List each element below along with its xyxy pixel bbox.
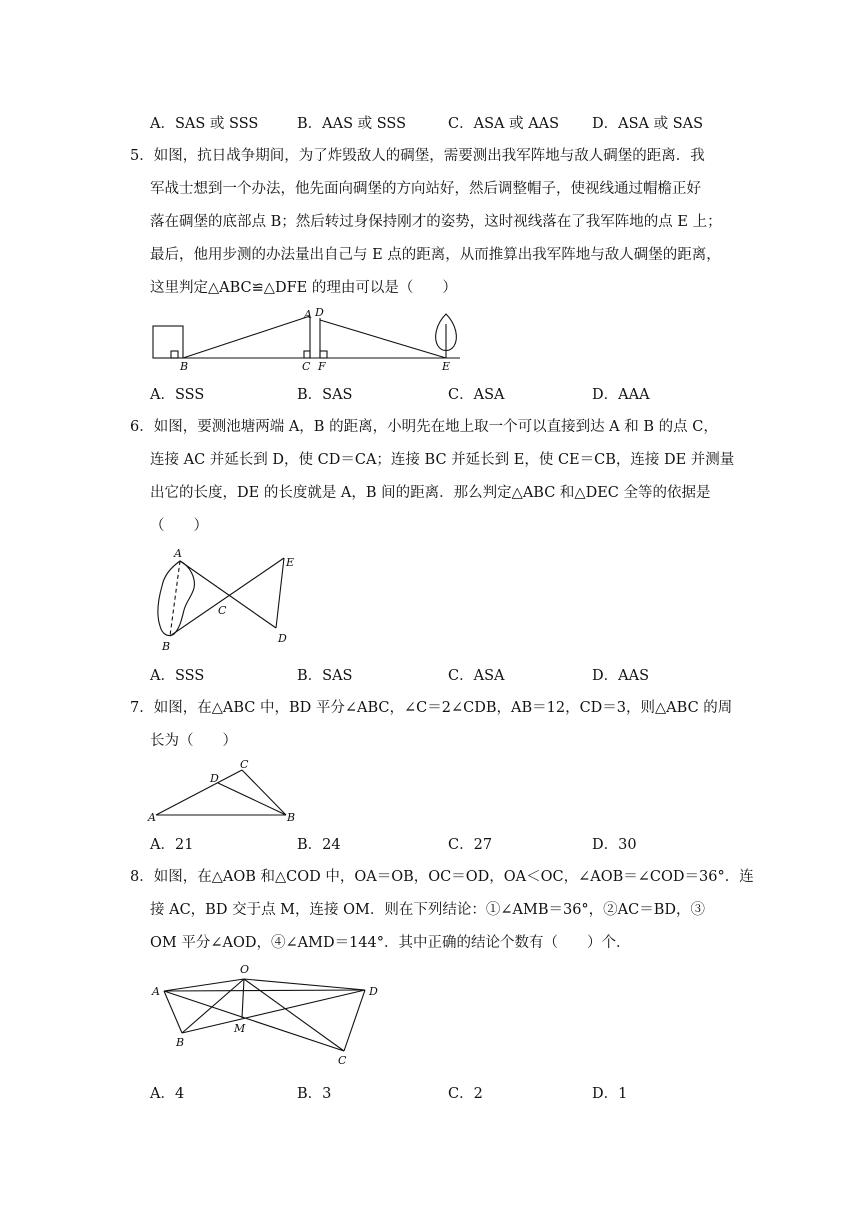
q5-sightline-ab: [183, 316, 310, 358]
q7-option-c[interactable]: C．27: [448, 837, 493, 853]
q5-right-angle-c: [304, 351, 310, 358]
q6-label-c: C: [218, 604, 227, 617]
q5-line-2: 军战士想到一个办法，他先面向碉堡的方向站好，然后调整帽子，使视线通过帽檐正好: [150, 181, 701, 197]
q7-label-c: C: [240, 758, 249, 771]
q7-option-d[interactable]: D．30: [592, 837, 637, 853]
q6-stem: [130, 411, 740, 543]
q5-right-angle-f: [320, 351, 327, 358]
q8-line-1: 8．如图，在△AOB 和△COD 中，OA＝OB，OC＝OD，OA＜OC，∠AOB＝∠COD＝36°．连: [130, 869, 754, 885]
q7-label-b: B: [287, 811, 296, 824]
q7-stem: [130, 692, 740, 758]
q6-segment-ed: [276, 558, 284, 628]
q6-options: [150, 664, 770, 686]
q8-option-b[interactable]: B．3: [297, 1086, 332, 1102]
q6-line-4: （ ）: [150, 518, 208, 534]
q8-stem: [130, 861, 754, 960]
q6-label-b: B: [162, 640, 171, 653]
q6-pond: [158, 561, 195, 636]
q6-option-a[interactable]: A．SSS: [150, 668, 205, 684]
q8-figure: [146, 962, 396, 1072]
q6-line-3: 出它的长度，DE 的长度就是 A，B 间的距离．那么判定△ABC 和△DEC 全等的依据是: [150, 485, 711, 501]
q7-segment-ac: [156, 770, 242, 815]
q4-option-c[interactable]: C．ASA 或 AAS: [448, 116, 560, 132]
q5-sightline-de: [320, 320, 446, 358]
q8-label-o: O: [240, 963, 250, 976]
q8-label-d: D: [369, 985, 378, 998]
q8-segment-ac: [164, 991, 344, 1051]
q5-option-a[interactable]: A．SSS: [150, 387, 205, 403]
q8-segment-ad: [164, 990, 365, 991]
q7-line-2: 长为（ ）: [150, 733, 237, 749]
q7-label-a: A: [148, 811, 156, 824]
q4-options: [150, 112, 770, 134]
q6-figure: [148, 544, 318, 656]
q4-option-d[interactable]: D．ASA 或 SAS: [592, 116, 704, 132]
q7-options: [150, 833, 770, 855]
q5-line-4: 最后，他用步测的办法量出自己与 E 点的距离，从而推算出我军阵地与敌人碉堡的距离，: [150, 247, 721, 263]
q5-option-b[interactable]: B．SAS: [297, 387, 353, 403]
q6-segment-ad: [180, 561, 276, 628]
q7-segment-db: [218, 783, 286, 815]
q8-label-b: B: [176, 1036, 185, 1049]
q6-line-2: 连接 AC 并延长到 D，使 CD＝CA；连接 BC 并延长到 E，使 CE＝CB，连接 DE 并测量: [150, 452, 735, 468]
q8-options: [150, 1082, 770, 1104]
q5-option-c[interactable]: C．ASA: [448, 387, 505, 403]
q5-right-angle-b: [171, 351, 178, 358]
q8-segment-ab: [164, 991, 182, 1033]
q7-figure: [148, 758, 308, 824]
q8-option-c[interactable]: C．2: [448, 1086, 483, 1102]
q5-label-f: F: [318, 360, 326, 373]
q6-option-c[interactable]: C．ASA: [448, 668, 505, 684]
q8-option-d[interactable]: D．1: [592, 1086, 628, 1102]
q5-figure: [146, 306, 476, 372]
q6-dashed-ab: [170, 561, 180, 636]
q7-segment-cb: [242, 770, 286, 815]
q8-segment-dc: [344, 990, 365, 1051]
q7-line-1: 7．如图，在△ABC 中，BD 平分∠ABC，∠C＝2∠CDB，AB＝12，CD＝3，则△ABC 的周: [130, 700, 733, 716]
q5-label-b: B: [180, 360, 189, 373]
q7-option-b[interactable]: B．24: [297, 837, 341, 853]
q8-line-3: OM 平分∠AOD，④∠AMD＝144°．其中正确的结论个数有（ ）个．: [150, 935, 631, 951]
q6-option-b[interactable]: B．SAS: [297, 668, 353, 684]
q7-label-d: D: [210, 772, 219, 785]
q8-segment-od: [244, 979, 365, 990]
q8-segment-bd: [182, 990, 365, 1033]
q8-label-m: M: [234, 1022, 246, 1035]
q5-label-a: A: [304, 308, 312, 321]
q6-line-1: 6．如图，要测池塘两端 A，B 的距离，小明先在地上取一个可以直接到达 A 和 B 的点 C，: [130, 419, 718, 435]
q6-option-d[interactable]: D．AAS: [592, 668, 650, 684]
q5-line-1: 5．如图，抗日战争期间，为了炸毁敌人的碉堡，需要测出我军阵地与敌人碉堡的距离．我: [130, 148, 705, 164]
q6-label-d: D: [278, 632, 287, 645]
q6-label-e: E: [286, 556, 295, 569]
q5-line-5: 这里判定△ABC≌△DFE 的理由可以是（ ）: [150, 280, 457, 296]
q5-stem: [130, 140, 740, 305]
q5-line-3: 落在碉堡的底部点 B；然后转过身保持刚才的姿势，这时视线落在了我军阵地的点 E 上；: [150, 214, 722, 230]
q4-option-a[interactable]: A．SAS 或 SSS: [150, 116, 259, 132]
q5-option-d[interactable]: D．AAA: [592, 387, 650, 403]
q5-options: [150, 383, 770, 405]
q8-line-2: 接 AC，BD 交于点 M，连接 OM．则在下列结论：①∠AMB＝36°，②AC＝BD，③: [150, 902, 706, 918]
q8-segment-om: [242, 979, 244, 1018]
q4-option-b[interactable]: B．AAS 或 SSS: [297, 116, 407, 132]
q5-label-c: C: [302, 360, 311, 373]
q5-label-e: E: [442, 360, 451, 373]
q7-option-a[interactable]: A．21: [150, 837, 194, 853]
q8-label-a: A: [152, 985, 160, 998]
q5-label-d: D: [315, 306, 324, 319]
q8-option-a[interactable]: A．4: [150, 1086, 185, 1102]
q8-label-c: C: [338, 1054, 347, 1067]
q6-label-a: A: [174, 547, 182, 560]
q6-segment-be: [170, 558, 284, 636]
